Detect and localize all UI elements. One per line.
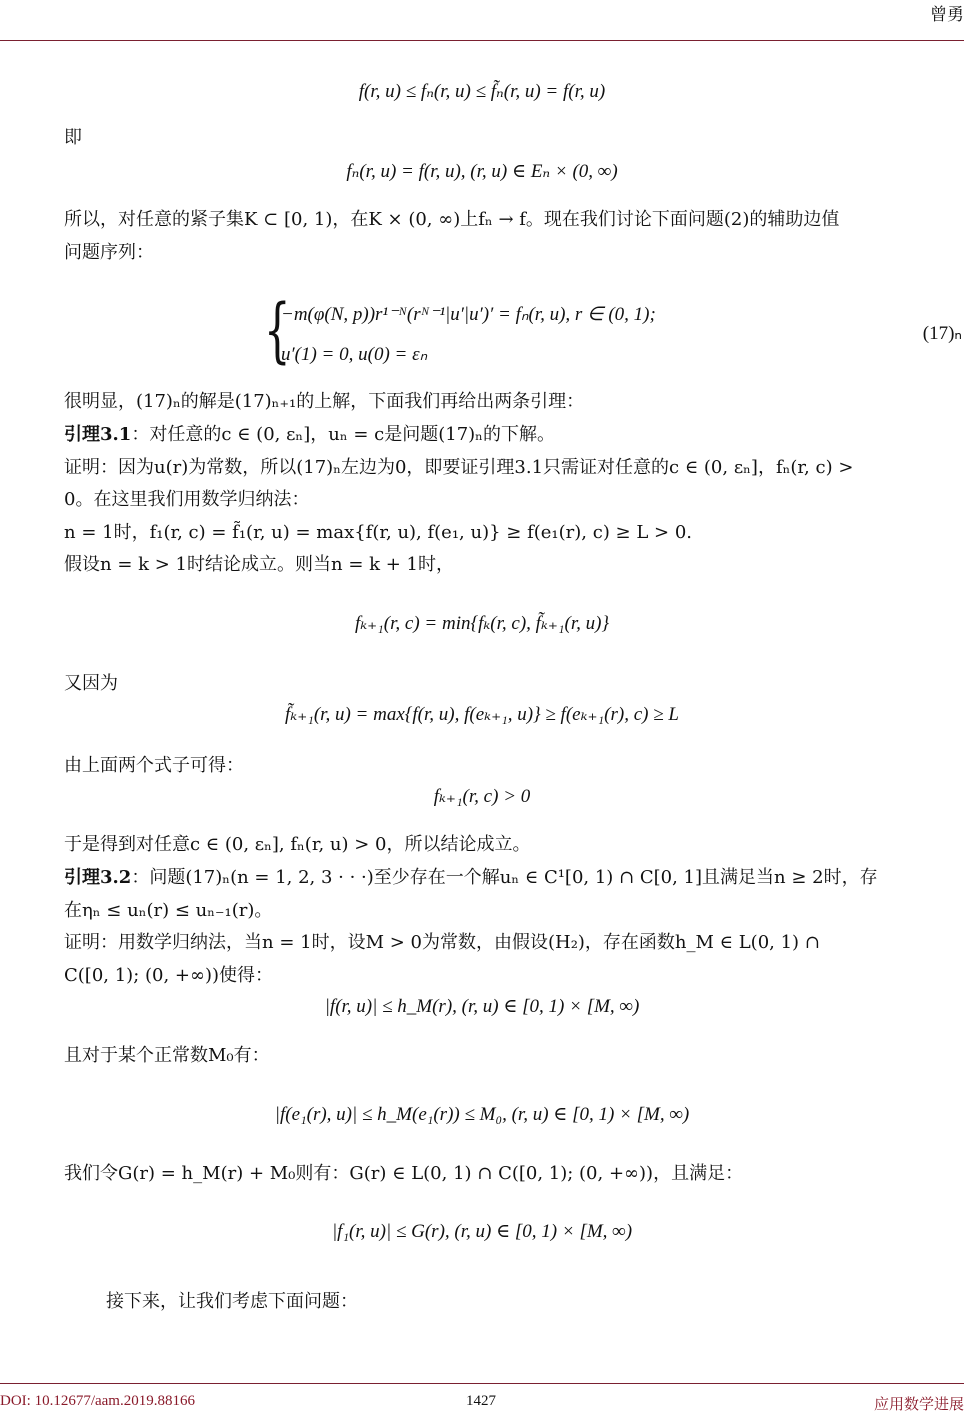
footer-rule <box>0 1383 964 1384</box>
text-qieduiyu: 且对于某个正常数M₀有： <box>64 1045 270 1066</box>
equation-number-17n: (17)ₙ <box>922 323 962 344</box>
text-women: 我们令G(r) = h_M(r) + M₀则有：G(r) ∈ L(0, 1) ∩ C([0, 1); (0, +∞))，且满足： <box>64 1163 744 1184</box>
text-jiexialai: 接下来，让我们考虑下面问题： <box>106 1291 358 1312</box>
text-proof1a: 证明：因为u(r)为常数，所以(17)ₙ左边为0，即要证引理3.1只需证对任意的c ∈ (0, εₙ]，fₙ(r, c) > <box>64 457 854 478</box>
equation-3: fₖ₊₁(r, c) = min{fₖ(r, c), f̃ₖ₊₁(r, u)} <box>354 613 610 634</box>
text-ji: 即 <box>64 127 82 148</box>
text-proof1b: 0。在这里我们用数学归纳法： <box>64 489 310 510</box>
lemma-3-1 <box>64 422 555 448</box>
equation-7: |f(e₁(r), u)| ≤ h_M(e₁(r)) ≤ M₀, (r, u) ∈ [0, 1) × [M, ∞) <box>274 1104 690 1125</box>
header-author: 曾勇 <box>930 5 964 25</box>
equation-1: f(r, u) ≤ fₙ(r, u) ≤ f̃ₙ(r, u) = f(r, u) <box>358 81 606 102</box>
lemma-3-1-title: 引理3.1 <box>64 424 132 445</box>
equation-4: f̃ₖ₊₁(r, u) = max{f(r, u), f(eₖ₊₁, u)} ≥ f(eₖ₊₁(r), c) ≥ L <box>285 704 679 725</box>
system-line-1: −m(φ(N, p))r¹⁻ᴺ(rᴺ⁻¹|u′|u′)′ = fₙ(r, u), r ∈ (0, 1); <box>281 304 656 325</box>
header-rule <box>0 40 964 41</box>
equation-2: fₙ(r, u) = f(r, u), (r, u) ∈ Eₙ × (0, ∞) <box>346 161 618 182</box>
lemma-3-2 <box>64 865 878 891</box>
text-lemma2b: 在ηₙ ≤ uₙ(r) ≤ uₙ₋₁(r)。 <box>64 900 273 921</box>
text-jiashe: 假设n = k > 1时结论成立。则当n = k + 1时， <box>64 554 455 575</box>
text-henming: 很明显，(17)ₙ的解是(17)ₙ₊₁的上解，下面我们再给出两条引理： <box>64 391 585 412</box>
lemma-3-2-title: 引理3.2 <box>64 867 132 888</box>
footer-doi[interactable]: DOI: 10.12677/aam.2019.88166 <box>0 1393 195 1409</box>
text-yushi: 于是得到对任意c ∈ (0, εₙ], fₙ(r, u) > 0，所以结论成立。 <box>64 834 531 855</box>
text-proof2b: C([0, 1); (0, +∞))使得： <box>64 965 274 986</box>
equation-6: |f(r, u)| ≤ h_M(r), (r, u) ∈ [0, 1) × [M, ∞) <box>324 996 640 1017</box>
system-brace: { <box>263 289 291 371</box>
footer-page-number: 1427 <box>466 1393 496 1409</box>
text-wenti: 问题序列： <box>64 242 154 263</box>
lemma-3-2-text: ：问题(17)ₙ(n = 1, 2, 3 · · ·)至少存在一个解uₙ ∈ C¹[0, 1) ∩ C[0, 1]且满足当n ≥ 2时，存 <box>131 867 878 888</box>
equation-5: fₖ₊₁(r, c) > 0 <box>433 786 531 807</box>
text-proof2a: 证明：用数学归纳法，当n = 1时，设M > 0为常数，由假设(H₂)，存在函数h_M ∈ L(0, 1) ∩ <box>64 932 820 953</box>
text-youyin: 又因为 <box>64 673 118 694</box>
text-youshang: 由上面两个式子可得： <box>64 755 244 776</box>
text-suoyi: 所以，对任意的紧子集K ⊂ [0, 1)，在K × (0, ∞)上fₙ → f。现在我们讨论下面问题(2)的辅助边值 <box>64 209 840 230</box>
equation-8: |f₁(r, u)| ≤ G(r), (r, u) ∈ [0, 1) × [M, ∞) <box>331 1221 633 1242</box>
system-line-2: u′(1) = 0, u(0) = εₙ <box>281 344 428 365</box>
footer-journal[interactable]: 应用数学进展 <box>873 1397 964 1413</box>
text-n1: n = 1时，f₁(r, c) = f̃₁(r, u) = max{f(r, u), f(e₁, u)} ≥ f(e₁(r), c) ≥ L > 0. <box>64 522 693 543</box>
lemma-3-1-text: ：对任意的c ∈ (0, εₙ]，uₙ = c是问题(17)ₙ的下解。 <box>131 424 555 445</box>
